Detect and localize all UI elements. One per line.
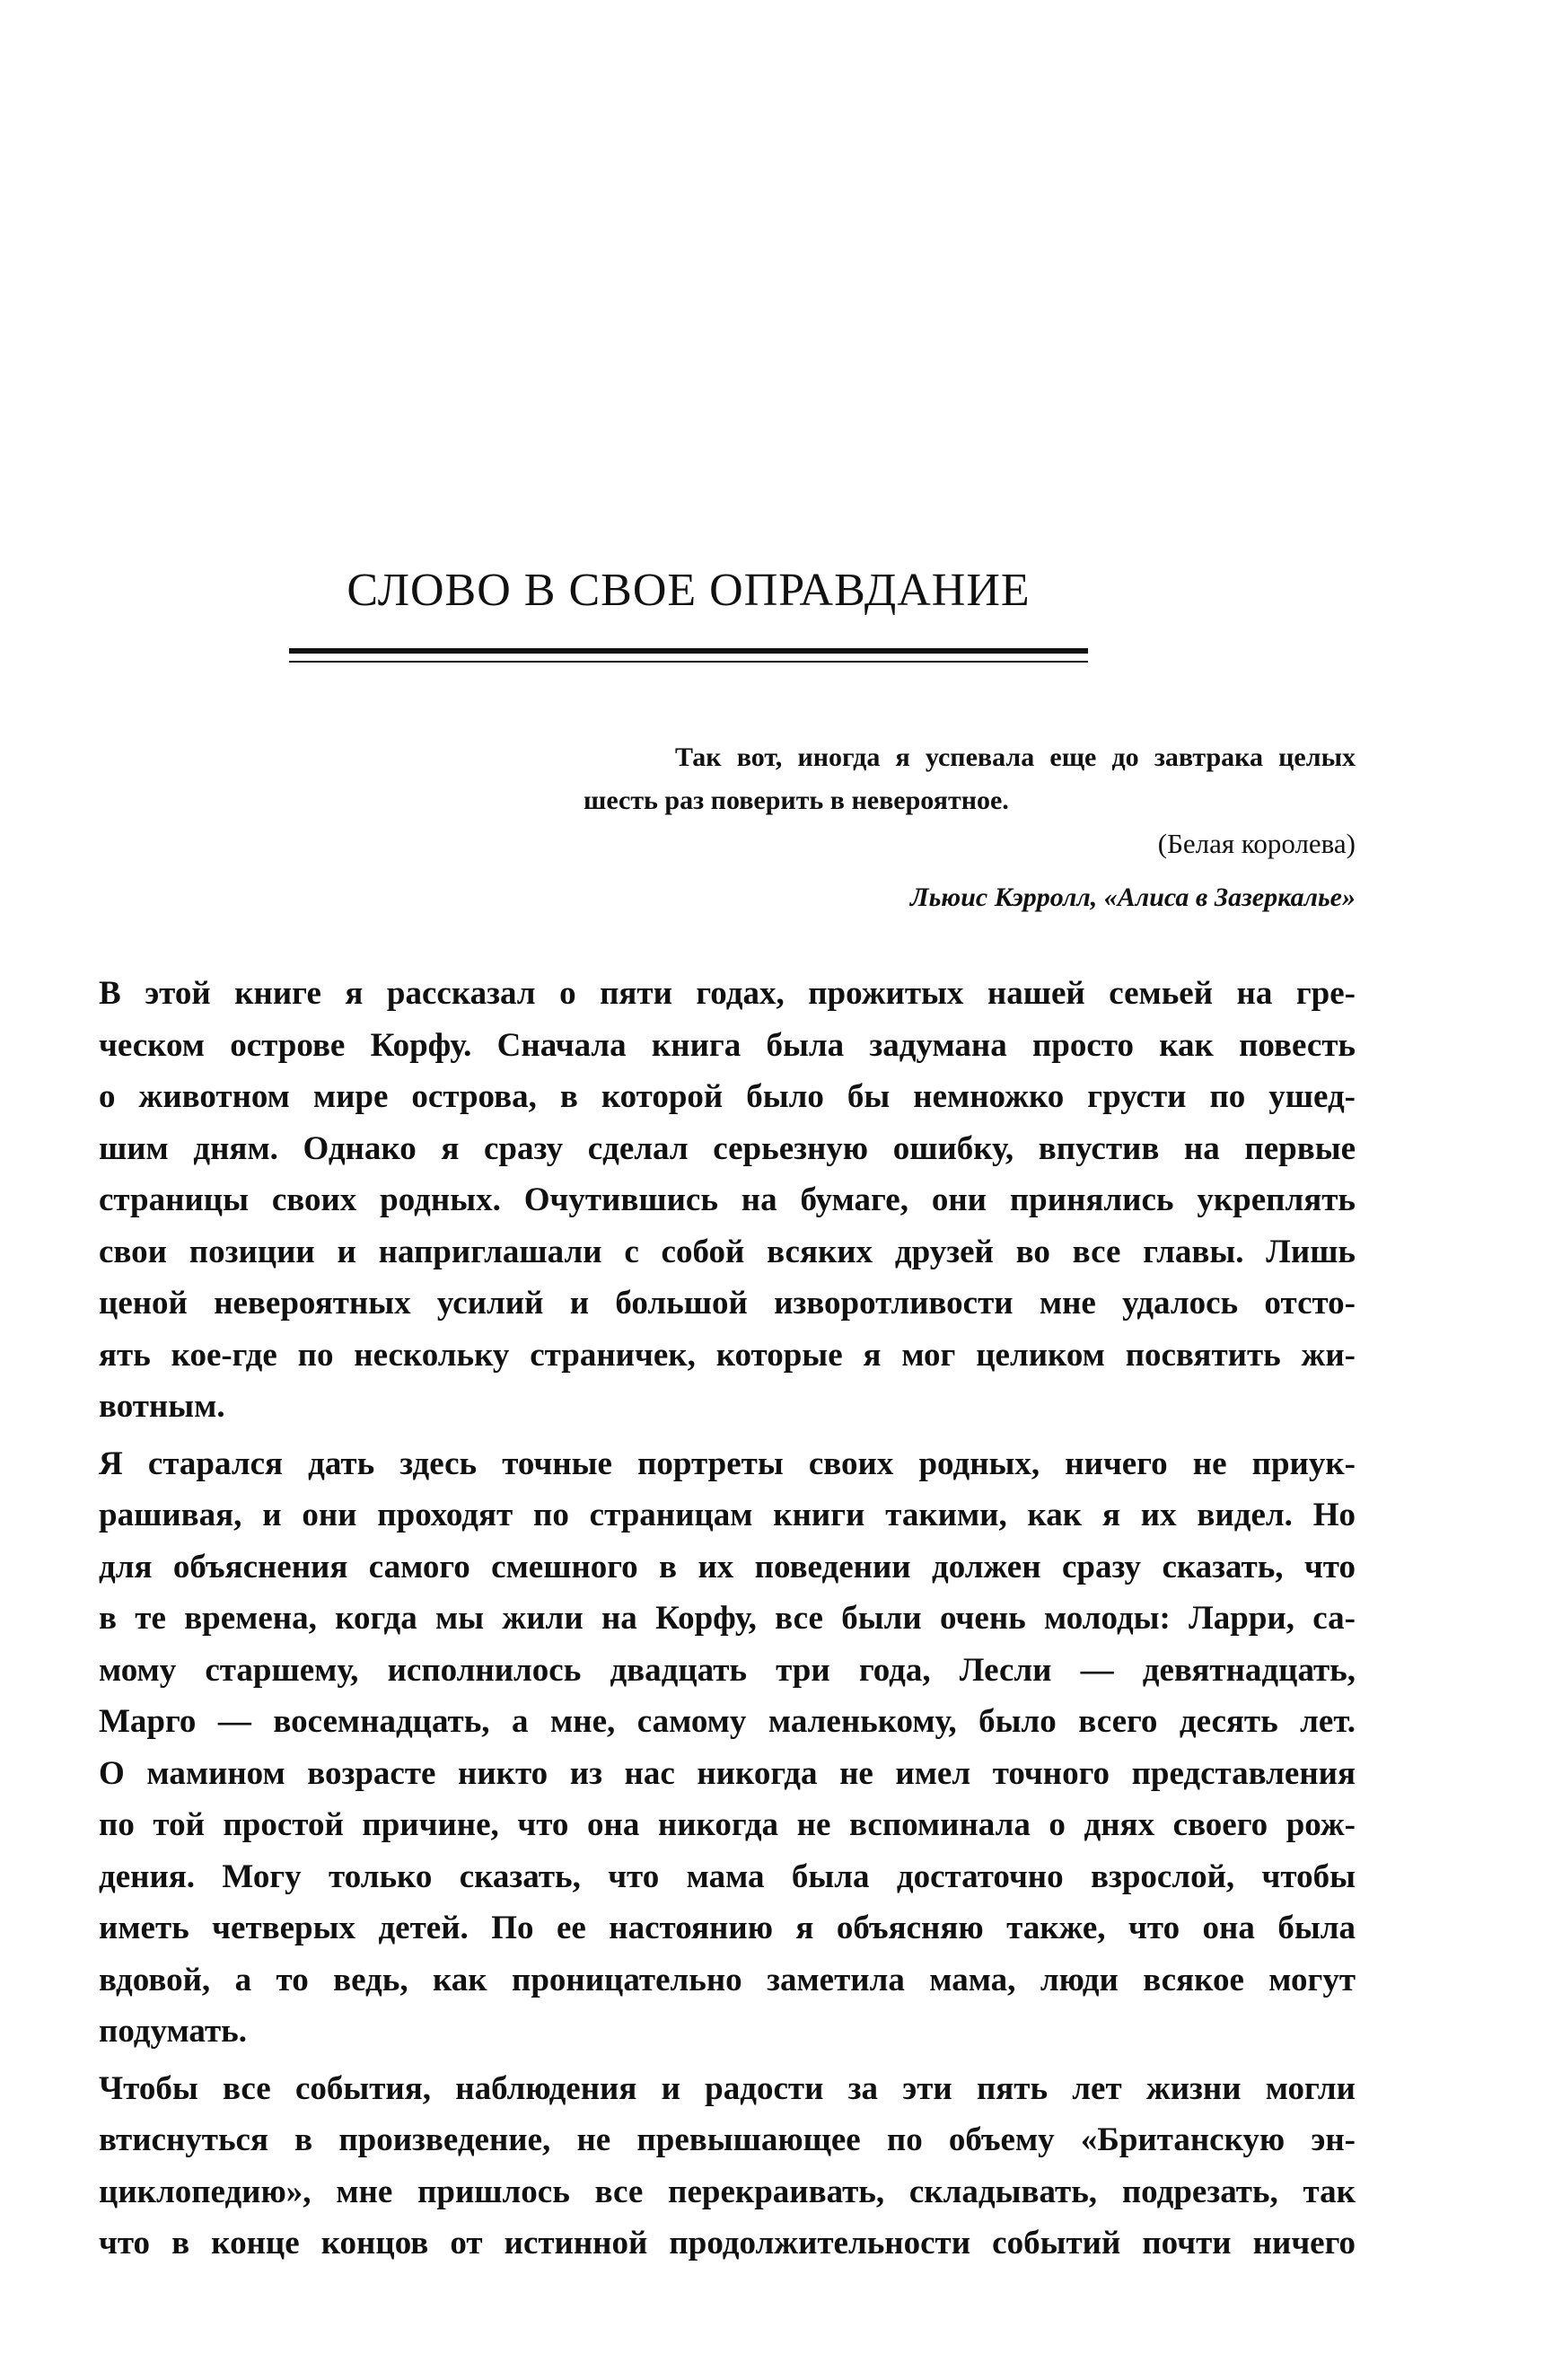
text-line: ценой невероятных усилий и большой изворотливости мне удалось отсто- [99, 1285, 1356, 1322]
text-line: мому старшему, исполнилось двадцать три года, Лесли — девятнадцать, [99, 1651, 1356, 1689]
epigraph-speaker: (Белая королева) [1157, 828, 1356, 859]
text-line: О мамином возрасте никто из нас никогда не имел точного представления [99, 1754, 1356, 1792]
text-line: шим дням. Однако я сразу сделал серьезную ошибку, впустив на первые [99, 1129, 1356, 1167]
paragraph-3 [99, 2063, 1356, 2270]
epigraph-quote: Так вот, иногда я успевала еще до завтрака целых шесть раз поверить в невероятное. [584, 742, 1356, 815]
text-line: иметь четверых детей. По ее настоянию я объясняю также, что она была [99, 1910, 1356, 1946]
body-text [99, 968, 1356, 2275]
text-line: дения. Могу только сказать, что мама была достаточно взрослой, чтобы [99, 1857, 1356, 1895]
text-line: в те времена, когда мы жили на Корфу, все были очень молоды: Ларри, са- [99, 1600, 1356, 1637]
text-line: ческом острове Корфу. Сначала книга была задумана просто как повесть [99, 1026, 1356, 1064]
text-line: о животном мире острова, в которой было бы немножко грусти по ушед- [99, 1078, 1356, 1115]
epigraph [584, 736, 1356, 919]
text-line: Я старался дать здесь точные портреты своих родных, ничего не приук- [99, 1445, 1356, 1482]
text-line: что в конце концов от истинной продолжительности событий почти ничего [99, 2225, 1356, 2261]
text-line: циклопедию», мне пришлось все перекраивать, складывать, подрезать, так [99, 2173, 1356, 2210]
text-line: ять кое-где по нескольку страничек, которые я мог целиком посвятить жи- [99, 1336, 1356, 1374]
text-line: Марго — восемнадцать, а мне, самому маленькому, было всего десять лет. [99, 1703, 1356, 1740]
paragraph-1 [99, 968, 1356, 1433]
text-line: вотным. [99, 1388, 225, 1425]
text-line: Чтобы все события, наблюдения и радости за эти пять лет жизни могли [99, 2069, 1356, 2107]
paragraph-2 [99, 1438, 1356, 2058]
title-rule-thin [289, 661, 1088, 663]
text-line: по той простой причине, что она никогда не вспоминала о днях своего рож- [99, 1806, 1356, 1843]
text-line: втиснуться в произведение, не превышающее по объему «Британскую эн- [99, 2121, 1356, 2158]
text-line: рашивая, и они проходят по страницам книги такими, как я их видел. Но [99, 1497, 1356, 1533]
text-line: вдовой, а то ведь, как проницательно заметила мама, люди всякое могут [99, 1961, 1356, 1998]
text-line: свои позиции и наприглашали с собой всяких друзей во все главы. Лишь [99, 1233, 1356, 1270]
text-line: для объяснения самого смешного в их поведении должен сразу сказать, что [99, 1548, 1356, 1585]
title-rule-thick [289, 648, 1088, 654]
text-line: страницы своих родных. Очутившись на бумаге, они принялись укреплять [99, 1181, 1356, 1218]
chapter-title: СЛОВО В СВОЕ ОПРАВДАНИЕ [347, 565, 1031, 616]
text-line: подумать. [99, 2013, 247, 2050]
epigraph-attribution: Льюис Кэрролл, «Алиса в Зазеркалье» [910, 883, 1356, 912]
text-line: В этой книге я рассказал о пяти годах, прожитых нашей семьей на гре- [99, 975, 1356, 1012]
